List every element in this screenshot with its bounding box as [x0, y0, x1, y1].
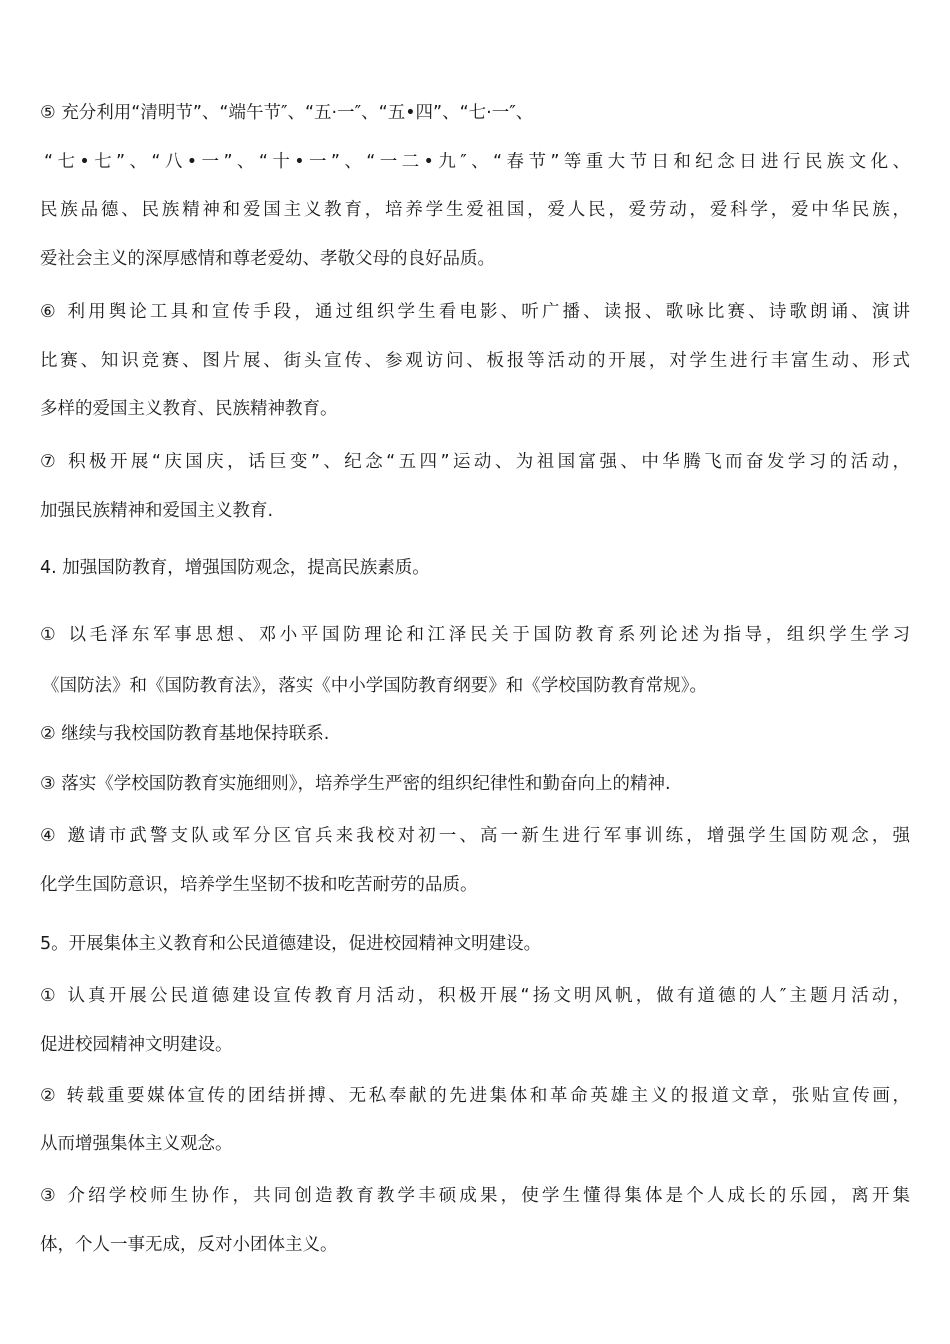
text-line-s4-item2: ② 继续与我校国防教育基地保持联系.	[40, 724, 330, 744]
text-line-s5-item2-2: 从而增强集体主义观念。	[40, 1134, 233, 1154]
text-line-item5-3: 民族品德、民族精神和爱国主义教育，培养学生爱祖国，爱人民，爱劳动，爱科学，爱中华民族，	[40, 200, 910, 220]
text-line-item6-1: ⑥ 利用舆论工具和宣传手段，通过组织学生看电影、听广播、读报、歌咏比赛、诗歌朗诵、演讲	[40, 302, 910, 322]
text-line-s5-item1-1: ① 认真开展公民道德建设宣传教育月活动，积极开展“扬文明风帆，做有道德的人″主题月活动，	[40, 986, 910, 1006]
text-line-item5-2: “七•七”、“八•一”、“十•一”、“一二•九″、“春节”等重大节日和纪念日进行民族文化、	[44, 152, 910, 172]
text-line-s4-item1-2: 《国防法》和《国防教育法》，落实《中小学国防教育纲要》和《学校国防教育常规》。	[42, 676, 707, 696]
text-line-item7-2: 加强民族精神和爱国主义教育.	[40, 501, 274, 521]
text-line-item6-3: 多样的爱国主义教育、民族精神教育。	[40, 399, 338, 419]
text-line-s4-item4-2: 化学生国防意识，培养学生坚韧不拔和吃苦耐劳的品质。	[40, 875, 478, 895]
text-line-s5-item3-1: ③ 介绍学校师生协作，共同创造教育教学丰硕成果，使学生懂得集体是个人成长的乐园，离开集	[40, 1186, 910, 1206]
text-line-s5-item2-1: ② 转载重要媒体宣传的团结拼搏、无私奉献的先进集体和革命英雄主义的报道文章，张贴宣传画，	[40, 1086, 910, 1106]
section-heading-4: 4. 加强国防教育，增强国防观念，提高民族素质。	[40, 558, 430, 578]
text-line-s4-item1-1: ① 以毛泽东军事思想、邓小平国防理论和江泽民关于国防教育系列论述为指导，组织学生学习	[40, 625, 910, 645]
text-line-s5-item1-2: 促进校园精神文明建设。	[40, 1035, 233, 1055]
text-line-item7-1: ⑦ 积极开展“庆国庆，话巨变”、纪念“五四”运动、为祖国富强、中华腾飞而奋发学习的活动，	[40, 452, 910, 472]
text-line-item6-2: 比赛、知识竞赛、图片展、街头宣传、参观访问、板报等活动的开展，对学生进行丰富生动、形式	[40, 351, 910, 371]
text-line-s4-item4-1: ④ 邀请市武警支队或军分区官兵来我校对初一、高一新生进行军事训练，增强学生国防观念，强	[40, 826, 910, 846]
text-line-item5-1: ⑤ 充分利用“清明节”、“端午节″、“五·一″、“五•四”、“七·一″、	[40, 103, 534, 123]
text-line-s4-item3: ③ 落实《学校国防教育实施细则》，培养学生严密的组织纪律性和勤奋向上的精神.	[40, 774, 671, 794]
text-line-item5-4: 爱社会主义的深厚感情和尊老爱幼、孝敬父母的良好品质。	[40, 249, 495, 269]
text-line-s5-item3-2: 体，个人一事无成，反对小团体主义。	[40, 1235, 338, 1255]
section-heading-5: 5。开展集体主义教育和公民道德建设，促进校园精神文明建设。	[40, 934, 542, 954]
